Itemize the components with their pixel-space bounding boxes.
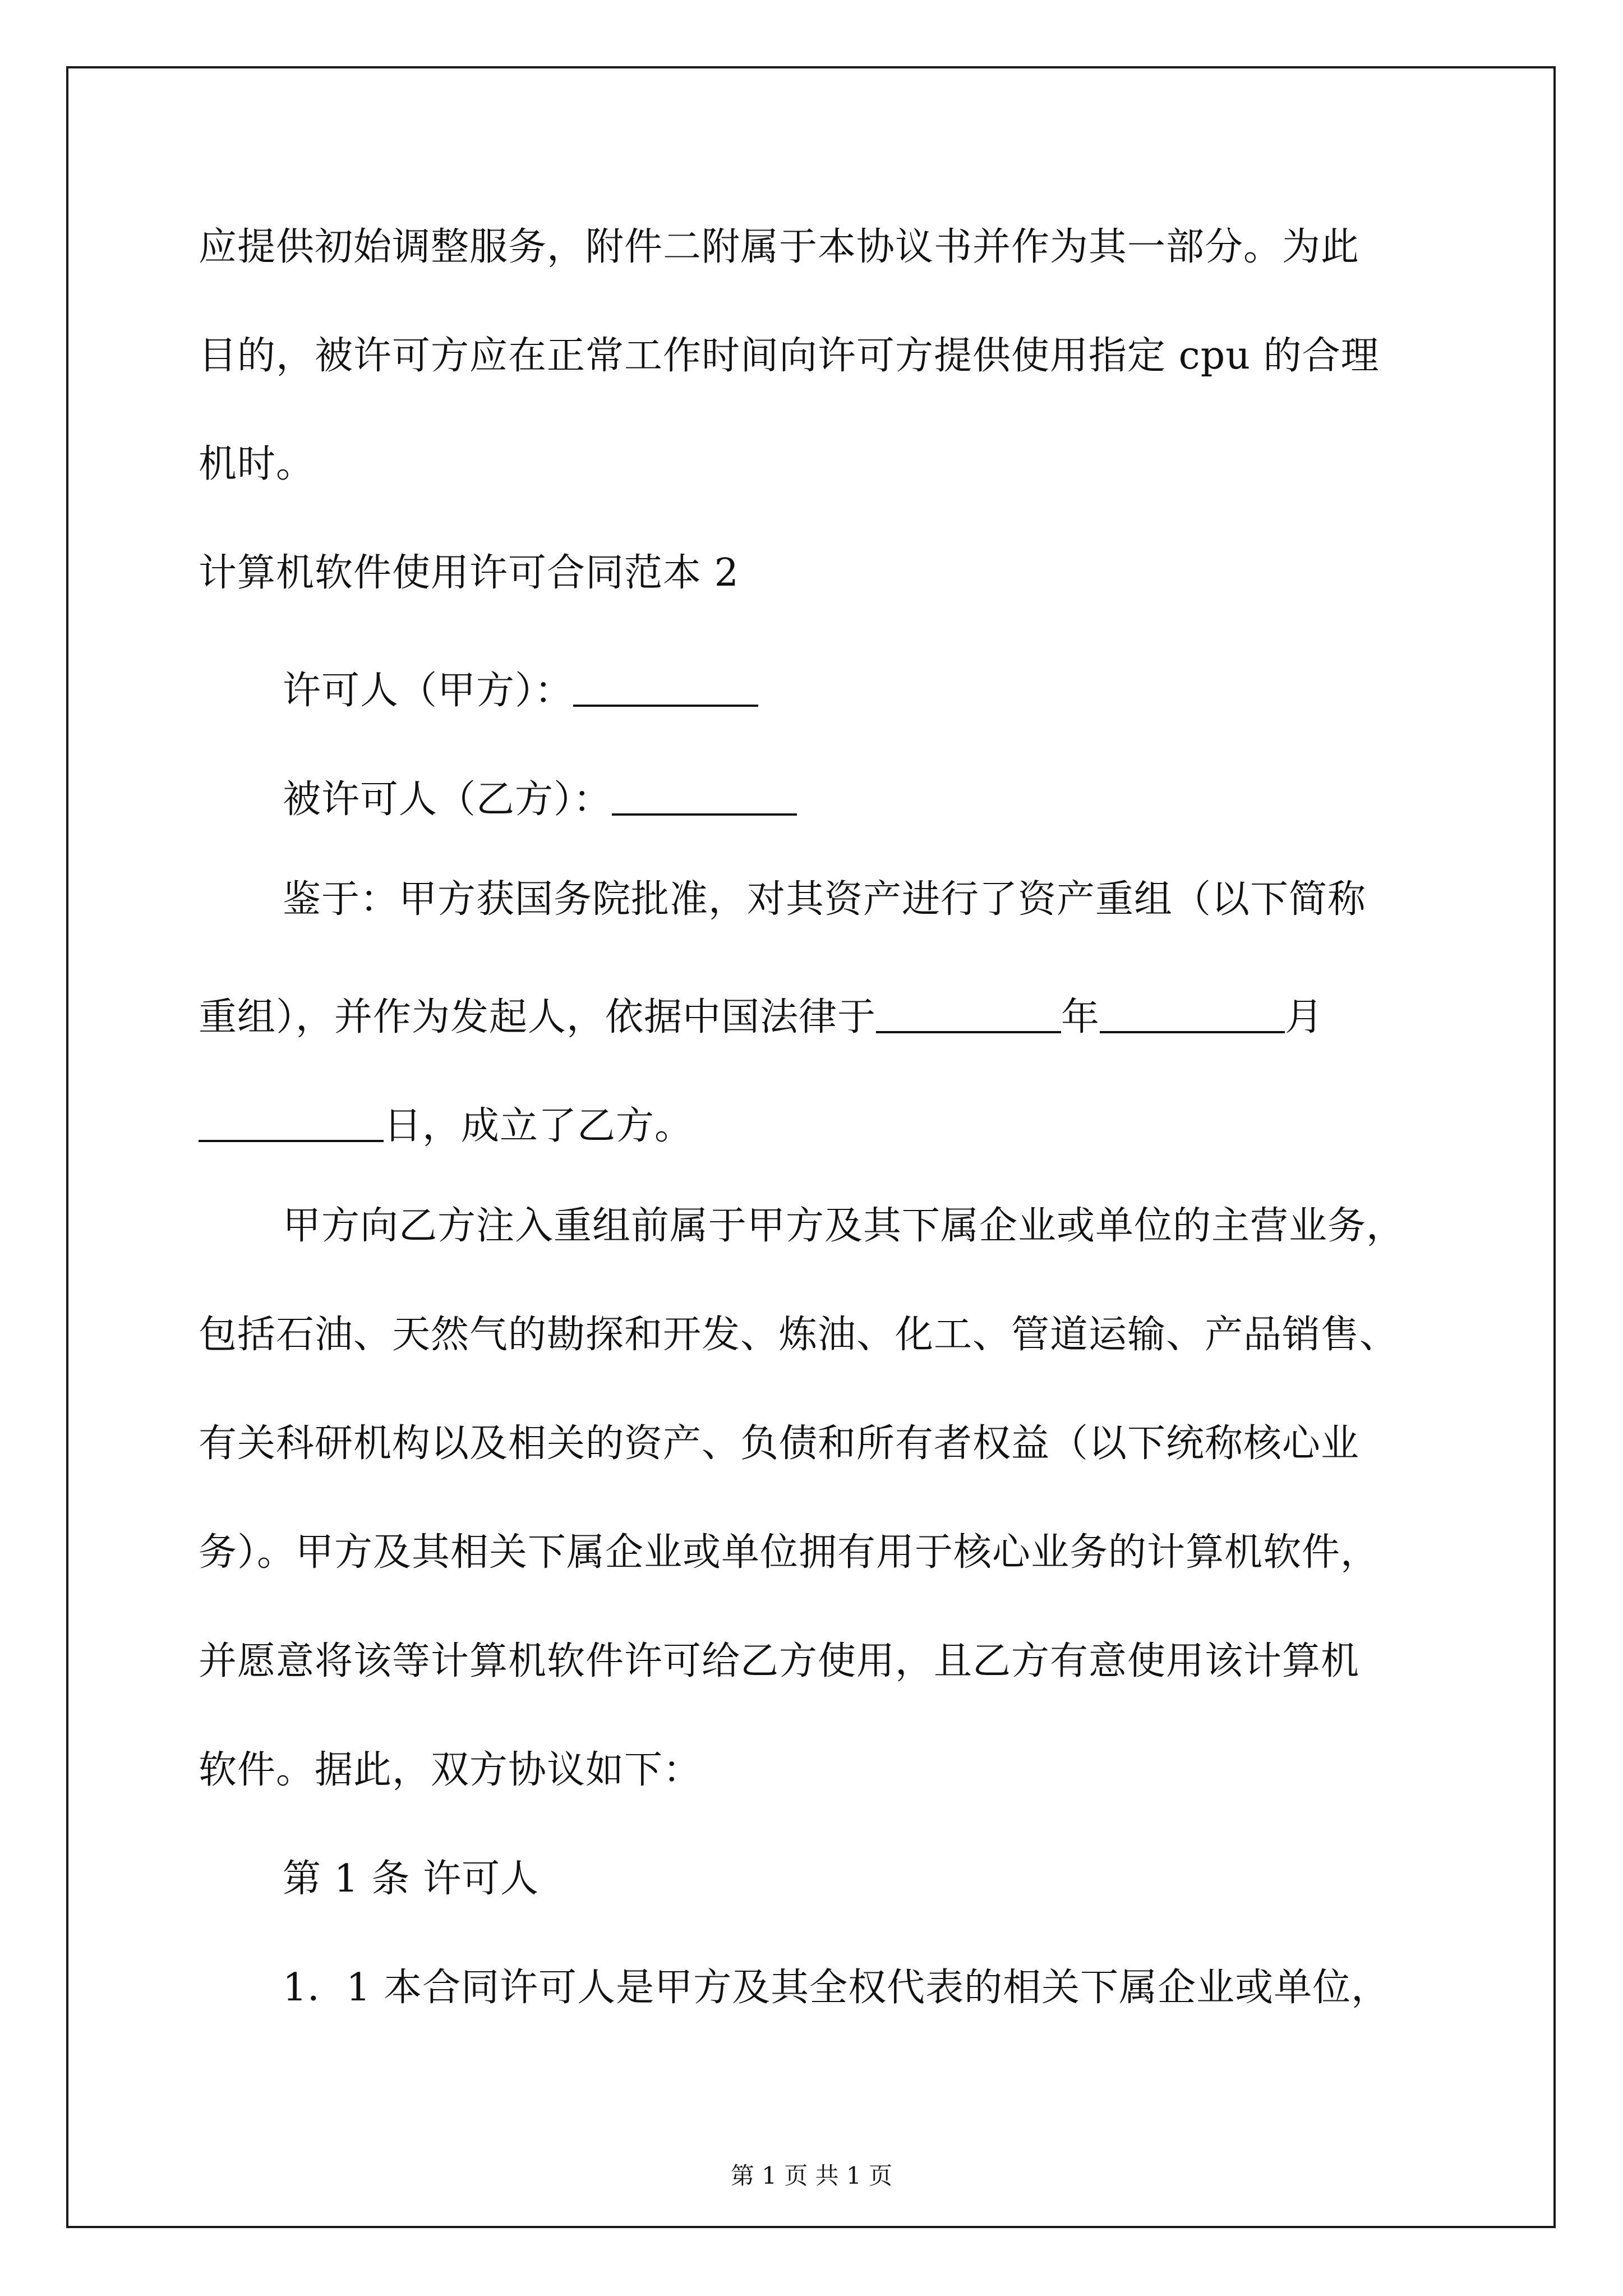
text-line-para-6: 软件。据此，双方协议如下： <box>199 1748 702 1792</box>
text-line-3: 机时。 <box>199 442 315 486</box>
page-number-footer: 第 1 页 共 1 页 <box>730 2162 893 2189</box>
text-line-recital-2 <box>199 990 1324 1037</box>
month-blank <box>1100 993 1285 1033</box>
clause-1-1: 1．1 本合同许可人是甲方及其全权代表的相关下属企业或单位， <box>283 1966 1390 2010</box>
text-line-2: 目的，被许可方应在正常工作时间向许可方提供使用指定 cpu 的合理 <box>199 334 1380 378</box>
text-line-para-3: 有关科研机构以及相关的资产、负债和所有者权益（以下统称核心业 <box>199 1421 1360 1466</box>
year-blank <box>876 993 1061 1033</box>
licensor-label: 许可人（甲方）： <box>283 669 574 713</box>
page-border <box>66 66 1556 2228</box>
licensor-field <box>283 663 758 713</box>
text-line-para-4: 务）。甲方及其相关下属企业或单位拥有用于核心业务的计算机软件， <box>199 1530 1380 1575</box>
text-line-1: 应提供初始调整服务，附件二附属于本协议书并作为其一部分。为此 <box>199 225 1360 269</box>
licensee-field <box>283 772 797 822</box>
text-line-para-5: 并愿意将该等计算机软件许可给乙方使用，且乙方有意使用该计算机 <box>199 1639 1360 1683</box>
section-title: 计算机软件使用许可合同范本 2 <box>199 551 739 595</box>
licensee-blank <box>612 775 797 816</box>
year-label: 年 <box>1061 995 1100 1039</box>
day-text: 日，成立了乙方。 <box>384 1104 694 1148</box>
article-heading: 第 1 条 许可人 <box>283 1857 540 1901</box>
month-label: 月 <box>1285 995 1324 1039</box>
day-blank <box>199 1102 384 1142</box>
text-line-recital-1: 鉴于：甲方获国务院批准，对其资产进行了资产重组（以下简称 <box>283 877 1367 922</box>
licensee-label: 被许可人（乙方）： <box>283 777 612 822</box>
text-line-para-1: 甲方向乙方注入重组前属于甲方及其下属企业或单位的主营业务， <box>283 1204 1405 1248</box>
text-line-para-2: 包括石油、天然气的勘探和开发、炼油、化工、管道运输、产品销售、 <box>199 1313 1399 1357</box>
recital-text: 重组），并作为发起人，依据中国法律于 <box>199 995 877 1039</box>
text-line-recital-3 <box>199 1098 694 1148</box>
licensor-blank <box>573 666 758 707</box>
